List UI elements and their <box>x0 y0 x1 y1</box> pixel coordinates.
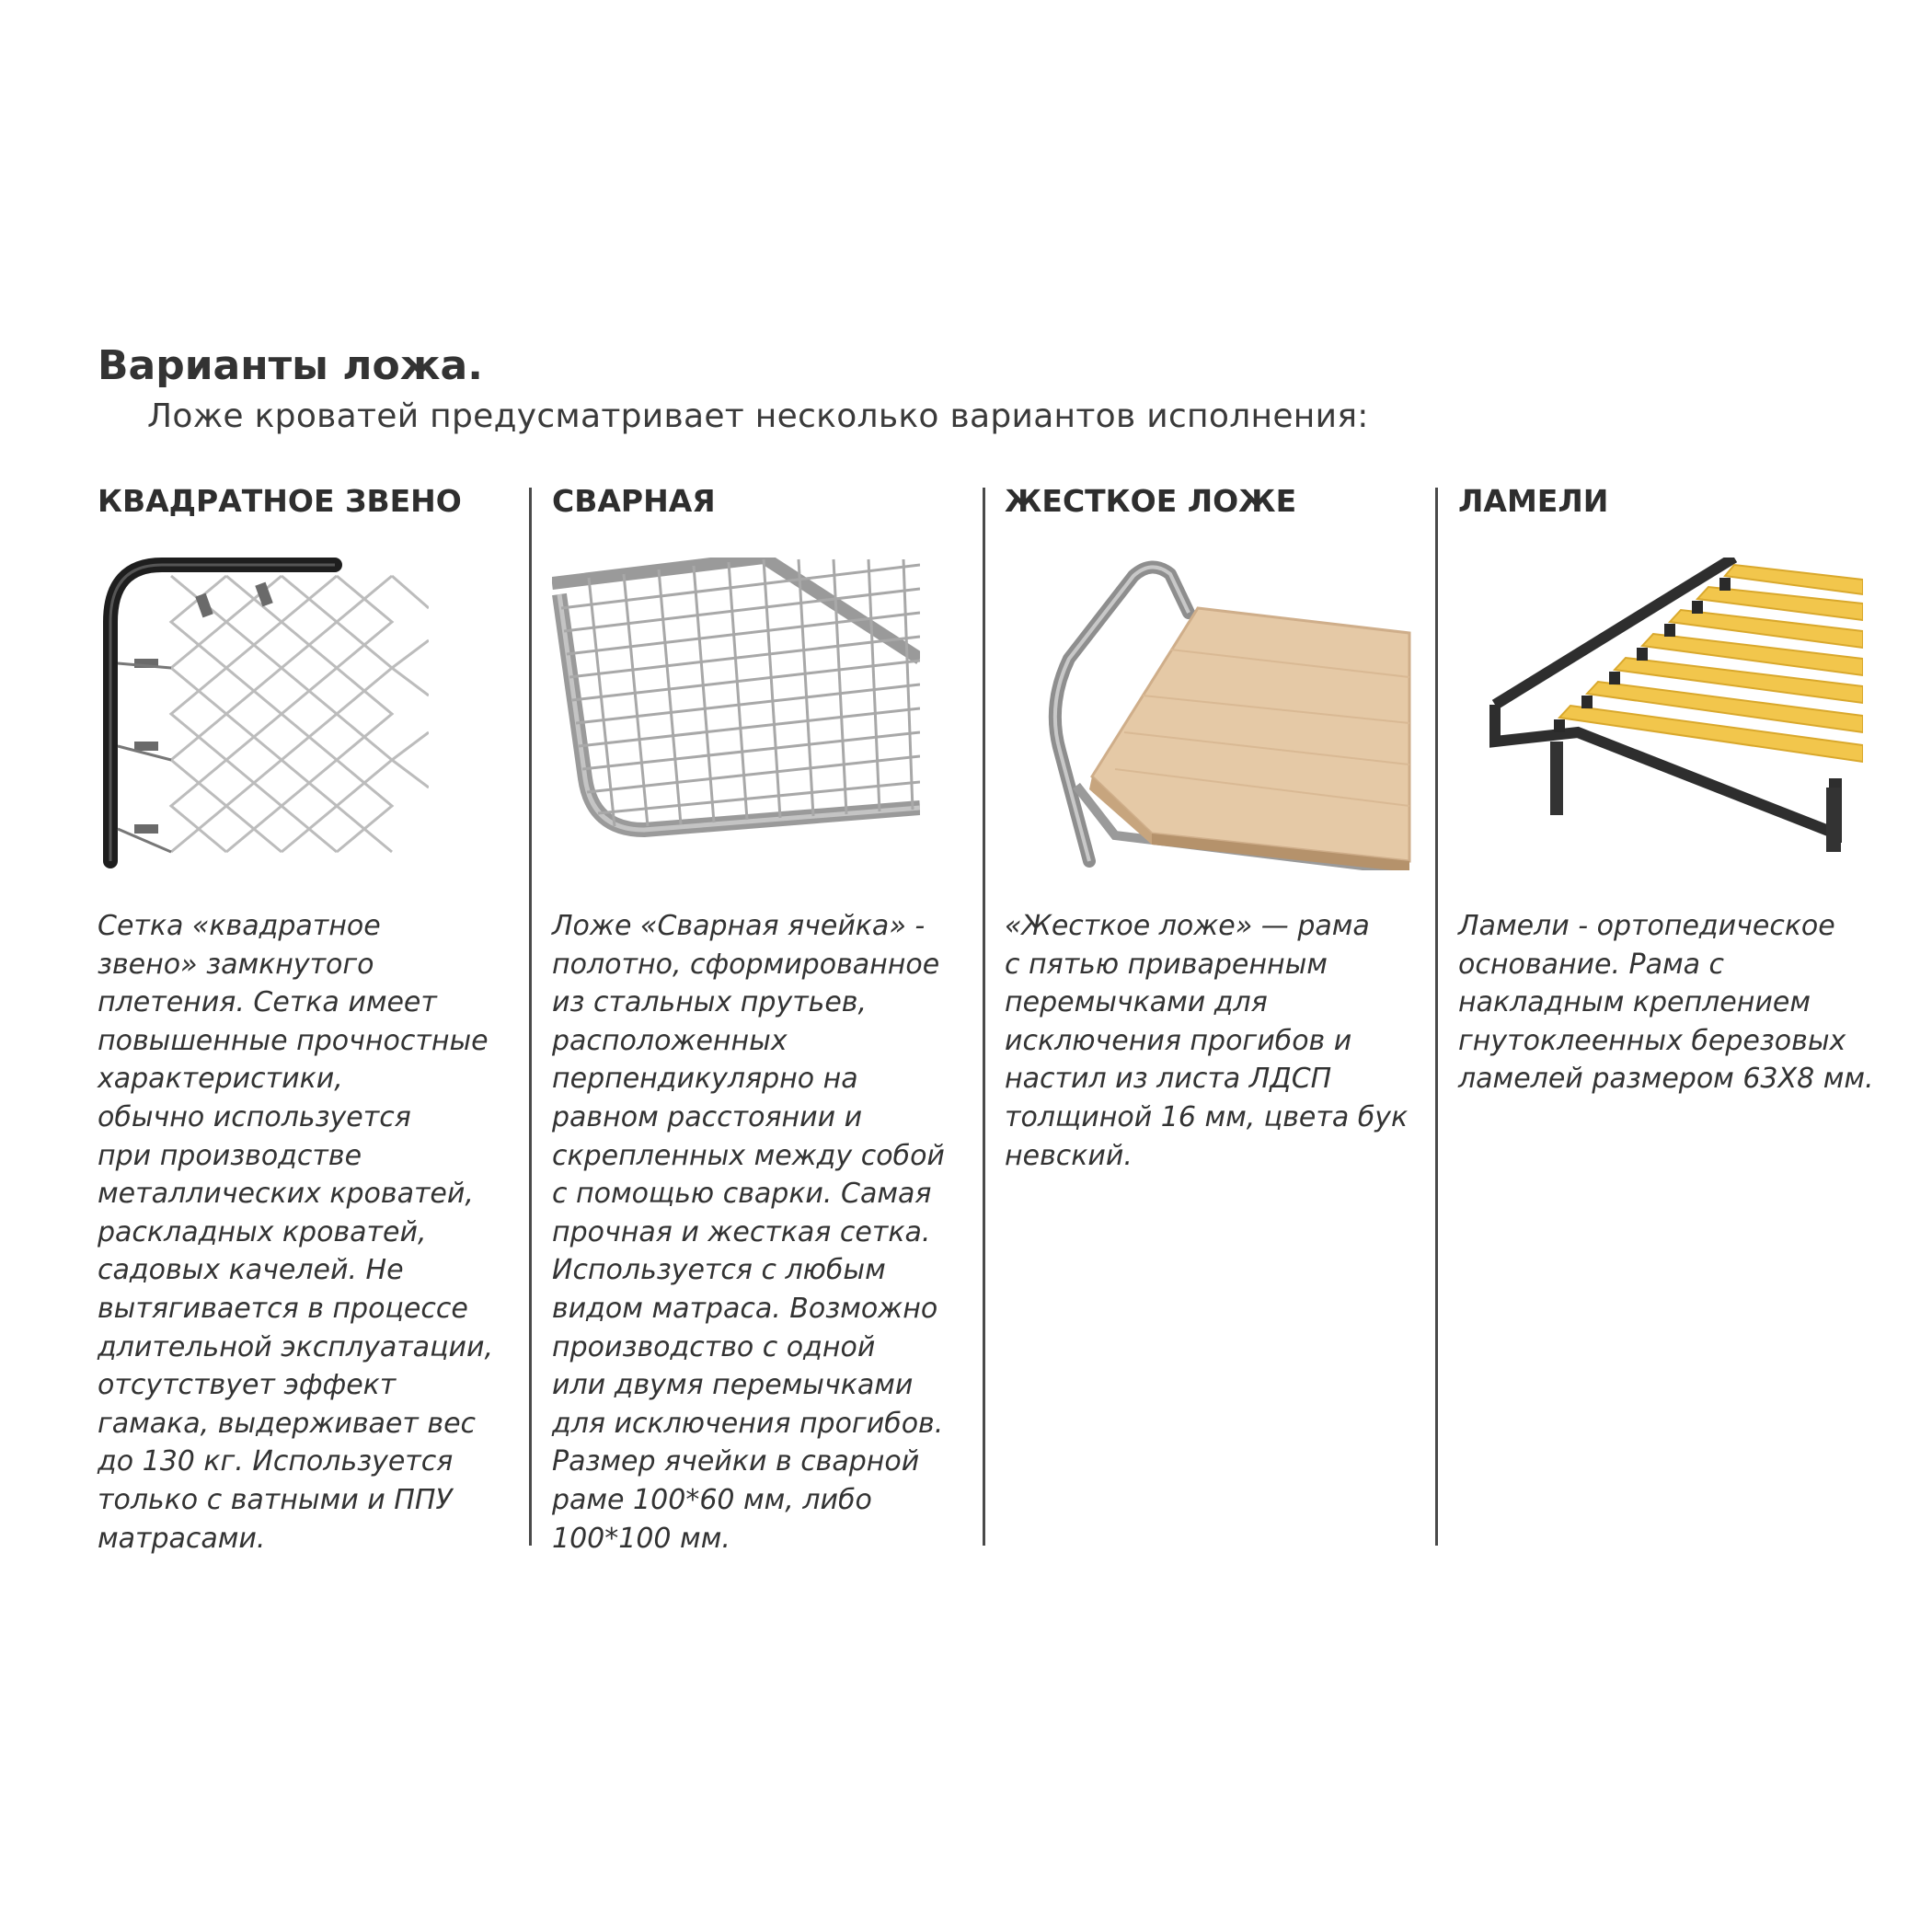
column-divider <box>529 488 532 1546</box>
option-description: Ламели - ортопедическое основание. Рама с накладным креплением гнутоклеенных березовых ламелей размером 63Х8 мм. <box>1458 910 1874 1096</box>
option-slats <box>1458 478 1891 1096</box>
column-divider <box>983 488 985 1546</box>
option-heading: ЖЕСТКОЕ ЛОЖЕ <box>1005 483 1297 519</box>
option-welded <box>552 478 984 1555</box>
rigid-board-frame-icon <box>1005 558 1419 870</box>
square-link-mesh-frame-icon <box>98 558 429 870</box>
option-description: «Жесткое ложе» — рама с пятью приваренным перемычками для исключения прогибов и настил из листа ЛДСП толщиной 16 мм, цвета бук невский. <box>1005 910 1409 1172</box>
option-square-link <box>98 478 530 1555</box>
page-subtitle: Ложе кроватей предусматривает несколько вариантов исполнения: <box>147 397 1369 435</box>
column-divider <box>1435 488 1438 1546</box>
option-heading: СВАРНАЯ <box>552 483 716 519</box>
option-rigid <box>1005 478 1437 1172</box>
option-heading: КВАДРАТНОЕ ЗВЕНО <box>98 483 462 519</box>
option-description: Сетка «квадратное звено» замкнутого плетения. Сетка имеет повышенные прочностные характеристики, обычно используется при производстве металлических кроватей, раскладных кроватей, садовых качелей. Не вытягивается в процессе длительной эксплуатации, отсутствует эффект гамака, выдерживает вес до 130 кг. Используется только с ватными и ППУ матрасами. <box>98 910 494 1555</box>
slatted-base-frame-icon <box>1458 558 1863 861</box>
page-title: Варианты ложа. <box>98 342 483 389</box>
welded-grid-frame-icon <box>552 558 920 843</box>
option-heading: ЛАМЕЛИ <box>1458 483 1609 519</box>
option-description: Ложе «Сварная ячейка» - полотно, сформированное из стальных прутьев, расположенных перпендикулярно на равном расстоянии и скрепленных между собой с помощью сварки. Самая прочная и жесткая сетка. Используется с любым видом матраса. Возможно производство с одной или двумя перемычками для исключения прогибов. Размер ячейки в сварной раме 100*60 мм, либо 100*100 мм. <box>552 910 945 1555</box>
